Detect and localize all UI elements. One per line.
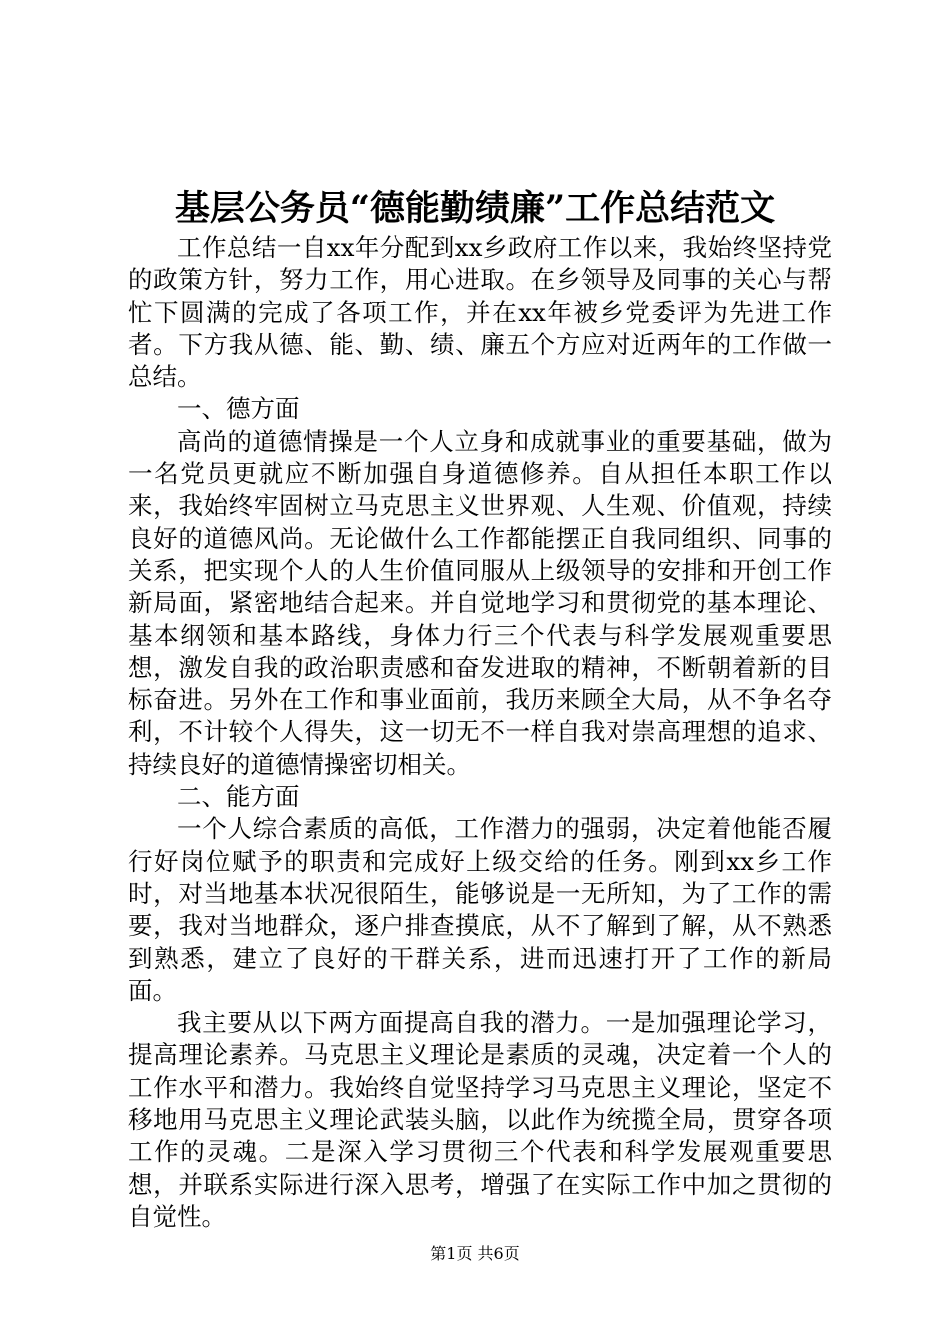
section-heading-ability: 二、能方面 [177,782,300,812]
paragraph-ability-2: 我主要从以下两方面提高自我的潜力。一是加强理论学习，提高理论素养。马克思主义理论是素质的灵魂，决定着一个人的工作水平和潜力。我始终自觉坚持学习马克思主义理论，坚定不移地用马克思主义理论武装头脑，以此作为统揽全局，贯穿各项工作的灵魂。二是深入学习贯彻三个代表和科学发展观重要思想，并联系实际进行深入思考，增强了在实际工作中加之贯彻的自觉性。 [128,1008,832,1231]
paragraph-intro: 工作总结一自xx年分配到xx乡政府工作以来，我始终坚持党的政策方针，努力工作，用心进取。在乡领导及同事的关心与帮忙下圆满的完成了各项工作，并在xx年被乡党委评为先进工作者。下方我从德、能、勤、绩、廉五个方应对近两年的工作做一总结。 [128,233,832,392]
page-footer: 第1页 共6页 [430,1244,520,1263]
document-body [128,232,832,1233]
document-title: 基层公务员“德能勤绩廉”工作总结范文 [174,188,776,229]
paragraph-ability-1: 一个人综合素质的高低，工作潜力的强弱，决定着他能否履行好岗位赋予的职责和完成好上级交给的任务。刚到xx乡工作时，对当地基本状况很陌生，能够说是一无所知，为了工作的需要，我对当地群众，逐户排查摸底，从不了解到了解，从不熟悉到熟悉，建立了良好的干群关系，进而迅速打开了工作的新局面。 [128,814,832,1005]
paragraph-virtue: 高尚的道德情操是一个人立身和成就事业的重要基础，做为一名党员更就应不断加强自身道德修养。自从担任本职工作以来，我始终牢固树立马克思主义世界观、人生观、价值观，持续良好的道德风尚。无论做什么工作都能摆正自我同组织、同事的关系，把实现个人的人生价值同服从上级领导的安排和开创工作新局面，紧密地结合起来。并自觉地学习和贯彻党的基本理论、基本纲领和基本路线，身体力行三个代表与科学发展观重要思想，激发自我的政治职责感和奋发进取的精神，不断朝着新的目标奋进。另外在工作和事业面前，我历来顾全大局，从不争名夺利，不计较个人得失，这一切无不一样自我对崇高理想的追求、持续良好的道德情操密切相关。 [128,426,832,779]
section-heading-virtue: 一、德方面 [177,394,300,424]
